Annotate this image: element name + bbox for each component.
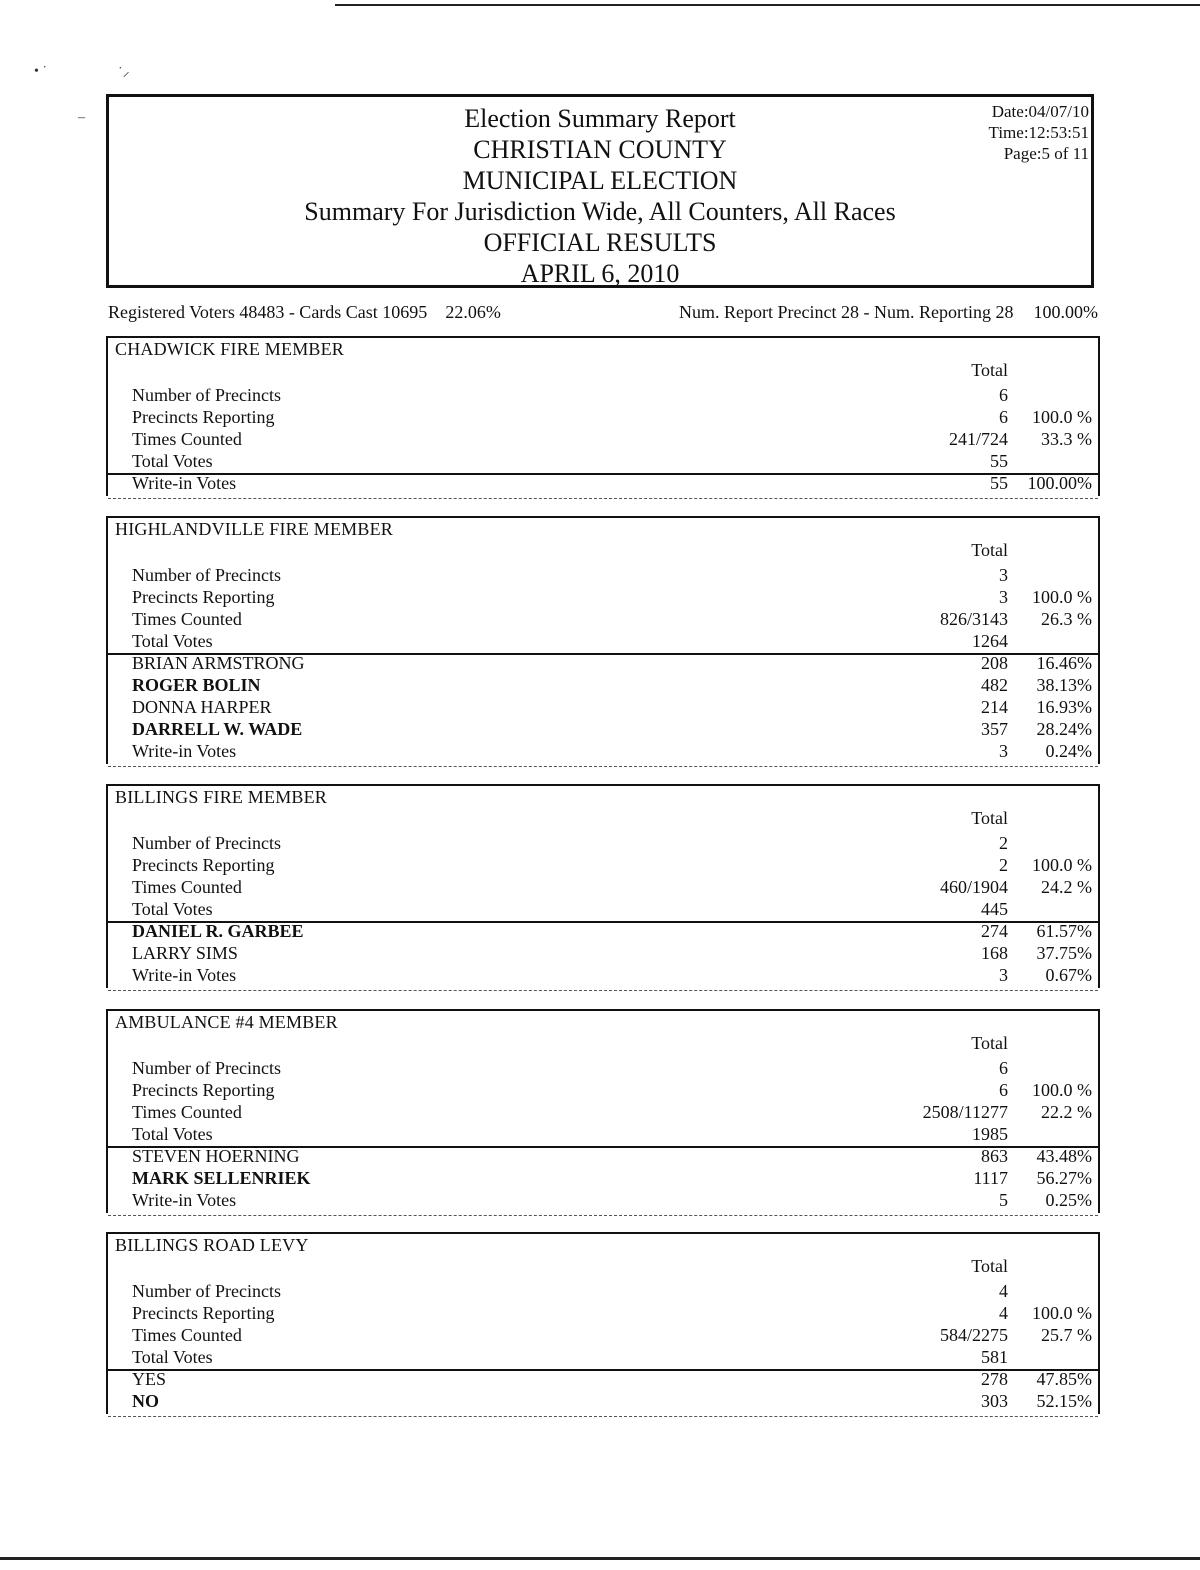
stat-label: Total Votes <box>132 631 213 651</box>
scan-speck: – <box>78 110 85 125</box>
vote-total: 303 <box>981 1391 1008 1411</box>
candidate-name: NO <box>132 1391 159 1411</box>
vote-percent: 100.0 % <box>1032 855 1092 875</box>
stat-label: Precincts Reporting <box>132 407 275 427</box>
vote-total: 2508/11277 <box>922 1102 1008 1122</box>
stat-label: Total Votes <box>132 1347 213 1367</box>
candidate-row <box>108 1189 1098 1211</box>
candidate-name: YES <box>132 1369 167 1389</box>
stat-label: Total Votes <box>132 451 213 471</box>
stat-row <box>108 1101 1098 1123</box>
stat-row <box>108 1302 1098 1324</box>
race-title: CHADWICK FIRE MEMBER <box>115 339 345 359</box>
candidate-row <box>108 718 1098 740</box>
stat-label: Precincts Reporting <box>132 1080 275 1100</box>
vote-percent: 37.75% <box>1036 943 1092 963</box>
total-column-header: Total <box>971 1033 1008 1053</box>
vote-percent: 24.2 % <box>1041 877 1092 897</box>
stat-row <box>108 1057 1098 1079</box>
stat-row <box>108 406 1098 428</box>
stat-label: Precincts Reporting <box>132 855 275 875</box>
race-block <box>106 516 1100 764</box>
race-title: BILLINGS ROAD LEVY <box>115 1235 309 1255</box>
stat-row <box>108 1123 1098 1145</box>
vote-percent: 28.24% <box>1036 719 1092 739</box>
stat-label: Times Counted <box>132 429 242 449</box>
stat-label: Times Counted <box>132 1102 242 1122</box>
stat-row <box>108 630 1098 652</box>
candidate-row <box>108 920 1098 942</box>
race-title: HIGHLANDVILLE FIRE MEMBER <box>115 519 393 539</box>
total-column-header: Total <box>971 540 1008 560</box>
vote-total: 3 <box>999 741 1008 761</box>
stat-row <box>108 854 1098 876</box>
report-time: Time:12:53:51 <box>988 123 1089 142</box>
stat-row <box>108 564 1098 586</box>
vote-total: 482 <box>981 675 1008 695</box>
vote-total: 6 <box>999 1058 1008 1078</box>
vote-total: 2 <box>999 833 1008 853</box>
candidate-name: DANIEL R. GARBEE <box>132 921 304 941</box>
vote-total: 241/724 <box>948 429 1008 449</box>
vote-percent: 52.15% <box>1036 1391 1092 1411</box>
candidate-row <box>108 472 1098 494</box>
report-title: Election Summary Report <box>464 104 736 133</box>
race-block <box>106 1009 1100 1213</box>
stat-label: Total Votes <box>132 899 213 919</box>
vote-total: 445 <box>981 899 1008 919</box>
stat-label: Number of Precincts <box>132 1281 281 1301</box>
precincts-reporting-summary: Num. Report Precinct 28 - Num. Reporting 28 <box>679 302 1014 322</box>
candidate-row <box>108 696 1098 718</box>
candidate-name: Write-in Votes <box>132 965 237 985</box>
vote-total: 208 <box>981 653 1008 673</box>
stat-row <box>108 1324 1098 1346</box>
vote-total: 278 <box>981 1369 1008 1389</box>
report-title-block <box>109 103 1091 289</box>
stat-label: Total Votes <box>132 1124 213 1144</box>
stat-row <box>108 1280 1098 1302</box>
turnout-summary <box>108 302 1098 326</box>
race-title: AMBULANCE #4 MEMBER <box>115 1012 338 1032</box>
scan-speck: ˙⸝ <box>118 65 130 80</box>
vote-total: 357 <box>981 719 1008 739</box>
stat-row <box>108 898 1098 920</box>
candidate-name: MARK SELLENRIEK <box>132 1168 311 1188</box>
candidate-row <box>108 1145 1098 1167</box>
candidate-name: DONNA HARPER <box>132 697 272 717</box>
candidate-row <box>108 740 1098 762</box>
race-block <box>106 1232 1100 1414</box>
report-date: Date:04/07/10 <box>991 102 1089 121</box>
vote-total: 1985 <box>972 1124 1008 1144</box>
candidate-row <box>108 652 1098 674</box>
stat-row <box>108 384 1098 406</box>
candidate-name: BRIAN ARMSTRONG <box>132 653 305 673</box>
vote-total: 460/1904 <box>939 877 1008 897</box>
candidate-name: DARRELL W. WADE <box>132 719 303 739</box>
vote-percent: 16.46% <box>1036 653 1092 673</box>
total-column-header: Total <box>971 360 1008 380</box>
stat-row <box>108 1079 1098 1101</box>
election-date: APRIL 6, 2010 <box>520 259 680 288</box>
vote-percent: 25.7 % <box>1041 1325 1092 1345</box>
vote-total: 863 <box>981 1146 1008 1166</box>
top-rule <box>335 4 1200 6</box>
stat-row <box>108 832 1098 854</box>
vote-percent: 100.0 % <box>1032 407 1092 427</box>
report-header <box>106 94 1094 288</box>
bottom-rule <box>0 1557 1200 1560</box>
vote-total: 6 <box>999 385 1008 405</box>
vote-total: 581 <box>981 1347 1008 1367</box>
vote-percent: 33.3 % <box>1041 429 1092 449</box>
candidate-row <box>108 942 1098 964</box>
candidate-row <box>108 1368 1098 1390</box>
candidate-row <box>108 964 1098 986</box>
turnout-percent: 22.06% <box>445 302 501 322</box>
race-block <box>106 336 1100 496</box>
vote-percent: 0.67% <box>1045 965 1092 985</box>
stat-row <box>108 876 1098 898</box>
registered-voters: Registered Voters 48483 - Cards Cast 10695 <box>108 302 428 322</box>
vote-total: 4 <box>999 1303 1008 1323</box>
total-column-header: Total <box>971 1256 1008 1276</box>
stat-row <box>108 1346 1098 1368</box>
vote-total: 2 <box>999 855 1008 875</box>
vote-percent: 100.00% <box>1027 473 1092 493</box>
race-block <box>106 784 1100 988</box>
vote-percent: 43.48% <box>1036 1146 1092 1166</box>
vote-total: 5 <box>999 1190 1008 1210</box>
candidate-name: ROGER BOLIN <box>132 675 261 695</box>
vote-total: 274 <box>981 921 1008 941</box>
vote-total: 1117 <box>973 1168 1008 1188</box>
candidate-row <box>108 674 1098 696</box>
summary-scope: Summary For Jurisdiction Wide, All Counters, All Races <box>304 197 896 226</box>
vote-total: 3 <box>999 587 1008 607</box>
candidate-name: STEVEN HOERNING <box>132 1146 300 1166</box>
vote-percent: 56.27% <box>1036 1168 1092 1188</box>
stat-label: Times Counted <box>132 609 242 629</box>
stat-label: Times Counted <box>132 877 242 897</box>
candidate-name: Write-in Votes <box>132 473 237 493</box>
vote-total: 168 <box>981 943 1008 963</box>
stat-label: Precincts Reporting <box>132 1303 275 1323</box>
stat-row <box>108 450 1098 472</box>
vote-total: 3 <box>999 965 1008 985</box>
stat-row <box>108 586 1098 608</box>
vote-total: 3 <box>999 565 1008 585</box>
stat-row <box>108 608 1098 630</box>
race-title: BILLINGS FIRE MEMBER <box>115 787 328 807</box>
vote-percent: 16.93% <box>1036 697 1092 717</box>
vote-total: 55 <box>990 473 1008 493</box>
stat-label: Number of Precincts <box>132 833 281 853</box>
vote-total: 1264 <box>972 631 1008 651</box>
report-meta <box>989 101 1089 164</box>
vote-total: 584/2275 <box>939 1325 1008 1345</box>
candidate-row <box>108 1167 1098 1189</box>
candidate-name: LARRY SIMS <box>132 943 238 963</box>
stat-label: Number of Precincts <box>132 385 281 405</box>
page-number: Page:5 of 11 <box>1003 144 1089 163</box>
vote-total: 55 <box>990 451 1008 471</box>
vote-percent: 0.25% <box>1045 1190 1092 1210</box>
candidate-name: Write-in Votes <box>132 741 237 761</box>
scan-speck: • ˙ <box>34 64 48 79</box>
election-name: MUNICIPAL ELECTION <box>462 166 738 195</box>
stat-label: Number of Precincts <box>132 1058 281 1078</box>
stat-label: Number of Precincts <box>132 565 281 585</box>
precincts-percent: 100.00% <box>1033 302 1098 322</box>
vote-total: 6 <box>999 407 1008 427</box>
vote-percent: 0.24% <box>1045 741 1092 761</box>
vote-percent: 100.0 % <box>1032 1080 1092 1100</box>
stat-label: Times Counted <box>132 1325 242 1345</box>
vote-percent: 22.2 % <box>1041 1102 1092 1122</box>
county-name: CHRISTIAN COUNTY <box>473 135 727 164</box>
stat-row <box>108 428 1098 450</box>
vote-percent: 26.3 % <box>1041 609 1092 629</box>
stat-label: Precincts Reporting <box>132 587 275 607</box>
candidate-row <box>108 1390 1098 1412</box>
vote-percent: 100.0 % <box>1032 587 1092 607</box>
vote-total: 6 <box>999 1080 1008 1100</box>
vote-percent: 38.13% <box>1036 675 1092 695</box>
total-column-header: Total <box>971 808 1008 828</box>
candidate-name: Write-in Votes <box>132 1190 237 1210</box>
vote-percent: 61.57% <box>1036 921 1092 941</box>
vote-percent: 100.0 % <box>1032 1303 1092 1323</box>
results-status: OFFICIAL RESULTS <box>483 228 717 257</box>
vote-total: 826/3143 <box>939 609 1008 629</box>
vote-total: 4 <box>999 1281 1008 1301</box>
vote-percent: 47.85% <box>1036 1369 1092 1389</box>
vote-total: 214 <box>981 697 1008 717</box>
